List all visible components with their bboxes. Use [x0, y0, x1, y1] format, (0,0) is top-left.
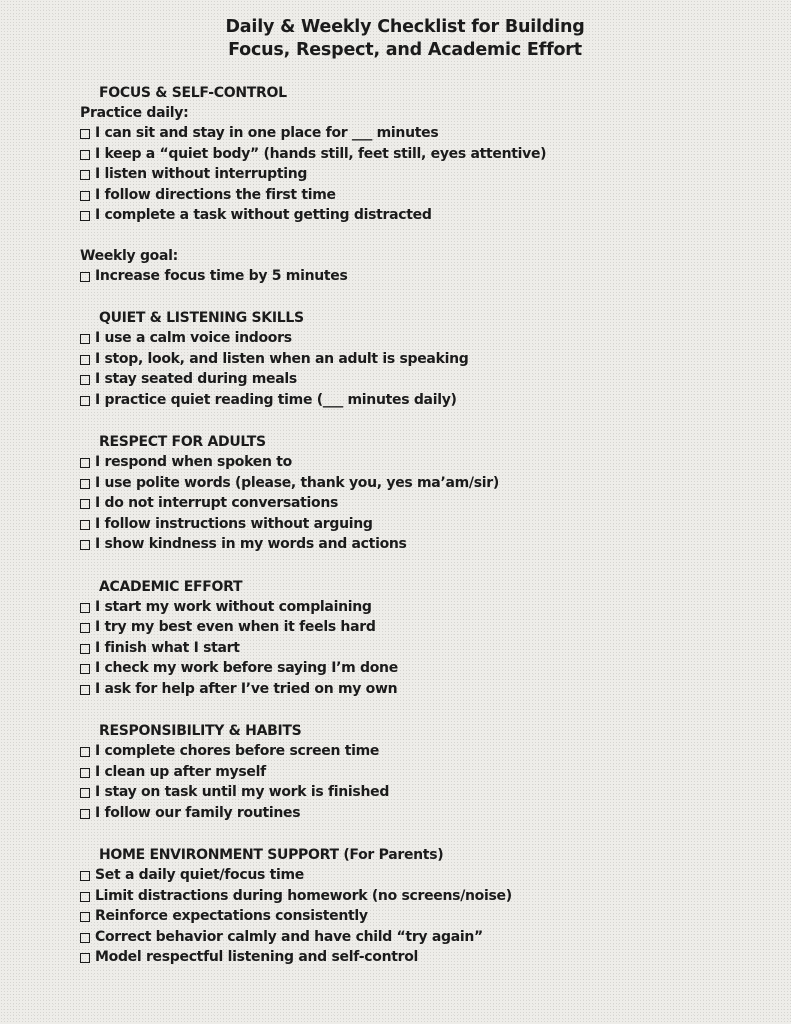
checklist-item[interactable] [80, 144, 760, 165]
checkbox[interactable] [80, 334, 90, 344]
checklist-item[interactable] [80, 514, 760, 535]
checkbox[interactable] [80, 623, 90, 633]
checklist-item[interactable] [80, 205, 760, 226]
section-heading-text: HOME ENVIRONMENT SUPPORT [99, 847, 339, 863]
checkbox[interactable] [80, 479, 90, 489]
title-line-2: Focus, Respect, and Academic Effort [228, 40, 582, 60]
checklist-item[interactable] [80, 927, 760, 948]
item-text: I stop, look, and listen when an adult is speaking [95, 350, 469, 367]
practice-daily-label: Practice daily: [80, 105, 189, 121]
item-text: Set a daily quiet/focus time [95, 867, 304, 883]
item-text: I follow directions the first time [95, 186, 336, 203]
checkbox[interactable] [80, 499, 90, 509]
checkbox[interactable] [80, 747, 90, 757]
checkbox[interactable] [80, 375, 90, 385]
checklist-item[interactable] [80, 782, 760, 803]
section-academic [80, 577, 760, 700]
section-quiet [80, 308, 760, 410]
section-home [80, 845, 760, 968]
checkbox[interactable] [80, 664, 90, 674]
checkbox[interactable] [80, 603, 90, 613]
item-text: I complete chores before screen time [95, 743, 380, 759]
checklist-item[interactable] [80, 803, 760, 824]
item-text: I can sit and stay in one place for ___ minutes [95, 125, 439, 141]
checklist-item[interactable] [80, 473, 760, 494]
checkbox[interactable] [80, 211, 90, 221]
checklist-item[interactable] [80, 741, 760, 762]
checkbox[interactable] [80, 272, 90, 282]
item-text: I listen without interrupting [95, 166, 308, 182]
checkbox[interactable] [80, 768, 90, 778]
checkbox[interactable] [80, 170, 90, 180]
item-text: I use polite words (please, thank you, yes ma’am/sir) [95, 474, 499, 491]
checklist-item[interactable] [80, 452, 760, 473]
item-text: I ask for help after I’ve tried on my own [95, 680, 398, 697]
weekly-goal-label: Weekly goal: [80, 247, 178, 264]
section-heading: QUIET & LISTENING SKILLS [99, 310, 304, 326]
checkbox[interactable] [80, 871, 90, 881]
item-text: I keep a “quiet body” (hands still, feet still, eyes attentive) [95, 145, 547, 162]
item-text: Reinforce expectations consistently [95, 908, 368, 924]
checkbox[interactable] [80, 788, 90, 798]
section-heading [80, 845, 760, 865]
item-text: Limit distractions during homework (no screens/noise) [95, 887, 512, 904]
checklist-item[interactable] [80, 328, 760, 349]
section-heading: ACADEMIC EFFORT [99, 578, 243, 595]
item-text: I do not interrupt conversations [95, 495, 339, 511]
item-text: I check my work before saying I’m done [95, 660, 398, 676]
checklist-item[interactable] [80, 906, 760, 927]
checklist-content [80, 83, 760, 968]
section-heading: FOCUS & SELF-CONTROL [99, 85, 287, 101]
section-heading: RESPECT FOR ADULTS [99, 434, 266, 450]
checkbox[interactable] [80, 540, 90, 550]
item-text: I practice quiet reading time (___ minutes daily) [95, 391, 457, 408]
item-text: I stay on task until my work is finished [95, 784, 390, 800]
section-heading: RESPONSIBILITY & HABITS [99, 723, 302, 739]
item-text: I use a calm voice indoors [95, 330, 292, 346]
checkbox[interactable] [80, 150, 90, 160]
checklist-item[interactable] [80, 390, 760, 411]
checklist-item[interactable] [80, 658, 760, 679]
checklist-item[interactable] [80, 185, 760, 206]
item-text: Correct behavior calmly and have child “try again” [95, 928, 483, 945]
checklist-item[interactable] [80, 865, 760, 886]
section-respect [80, 432, 760, 555]
checklist-item[interactable] [80, 597, 760, 618]
item-text: I follow instructions without arguing [95, 515, 373, 532]
checklist-item[interactable] [80, 266, 760, 287]
checklist-item[interactable] [80, 123, 760, 144]
checklist-item[interactable] [80, 349, 760, 370]
checklist-item[interactable] [80, 679, 760, 700]
section-heading-suffix: (For Parents) [343, 847, 444, 863]
item-text: I follow our family routines [95, 804, 301, 821]
checkbox[interactable] [80, 191, 90, 201]
item-text: I clean up after myself [95, 763, 266, 780]
checkbox[interactable] [80, 644, 90, 654]
checkbox[interactable] [80, 933, 90, 943]
item-text: I stay seated during meals [95, 371, 297, 387]
item-text: I complete a task without getting distracted [95, 207, 432, 223]
checklist-item[interactable] [80, 947, 760, 968]
title-line-1: Daily & Weekly Checklist for Building [225, 17, 585, 37]
item-text: I show kindness in my words and actions [95, 536, 407, 552]
section-focus [80, 83, 760, 286]
checkbox[interactable] [80, 953, 90, 963]
checkbox[interactable] [80, 520, 90, 530]
checkbox[interactable] [80, 809, 90, 819]
page-title [200, 16, 610, 62]
item-text: I start my work without complaining [95, 598, 372, 615]
checkbox[interactable] [80, 892, 90, 902]
checklist-item[interactable] [80, 762, 760, 783]
item-text: I respond when spoken to [95, 454, 292, 470]
checklist-item[interactable] [80, 638, 760, 659]
checklist-item[interactable] [80, 493, 760, 514]
checkbox[interactable] [80, 129, 90, 139]
checkbox[interactable] [80, 912, 90, 922]
checkbox[interactable] [80, 355, 90, 365]
checklist-item[interactable] [80, 369, 760, 390]
checkbox[interactable] [80, 685, 90, 695]
item-text: Increase focus time by 5 minutes [95, 267, 348, 284]
checklist-item[interactable] [80, 534, 760, 555]
item-text: Model respectful listening and self-control [95, 949, 419, 965]
checklist-item[interactable] [80, 164, 760, 185]
section-responsibility [80, 721, 760, 823]
checkbox[interactable] [80, 458, 90, 468]
item-text: I try my best even when it feels hard [95, 619, 376, 635]
item-text: I finish what I start [95, 639, 240, 656]
checklist-item[interactable] [80, 886, 760, 907]
checkbox[interactable] [80, 396, 90, 406]
checklist-item[interactable] [80, 617, 760, 638]
